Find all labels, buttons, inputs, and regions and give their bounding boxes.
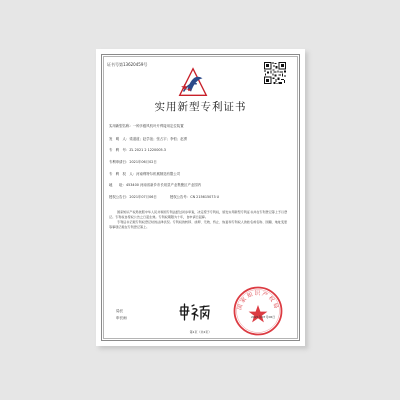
page-footer: 第1页（共2页） bbox=[189, 330, 212, 334]
field-label: 实用新型名称： bbox=[109, 124, 133, 128]
body-paragraph: 专利证书记载专利权登记时的法律状况。专利权的转移、质押、无效、终止、恢复和专利权人的姓名或名称、国籍、地址变更等事项记载在专利登记簿上。 bbox=[109, 220, 288, 229]
qr-code-icon bbox=[264, 62, 286, 84]
certificate-number: 证书号第13620459号 bbox=[107, 62, 148, 67]
handwritten-signature bbox=[178, 301, 212, 323]
field-label: 授权公告号： bbox=[169, 195, 191, 199]
field-utility-model-name bbox=[109, 124, 184, 129]
certificate-title: 实用新型专利证书 bbox=[154, 101, 247, 113]
director-title: 局长 bbox=[116, 309, 124, 313]
field-label: 专 利 号： bbox=[109, 148, 130, 152]
certificate-body bbox=[109, 210, 289, 230]
field-label: 授权公告日： bbox=[109, 195, 130, 199]
seal-text: 国家知识产权局 bbox=[236, 291, 280, 311]
field-label: 地 址： bbox=[109, 183, 126, 187]
field-value: CN 215615073 U bbox=[190, 195, 220, 199]
cnipa-emblem-icon bbox=[174, 63, 212, 101]
field-value: 梁道道；赵学谊；张占宇；李恒；赵勇 bbox=[129, 137, 187, 141]
field-patentee bbox=[109, 172, 180, 177]
certificate-page bbox=[96, 49, 305, 346]
field-address bbox=[109, 183, 201, 188]
body-paragraph: 国家知识产权局依照中华人民共和国专利法经过初步审查，决定授予专利权，颁发实用新型专利证书并在专利登记簿上予以登记。专利权自授权公告之日起生效。专利权期限为十年，自申请日起算。 bbox=[109, 210, 288, 219]
field-label: 专 利 权 人： bbox=[109, 172, 137, 176]
director-name: 申长雨 bbox=[116, 316, 127, 320]
field-inventors bbox=[109, 137, 187, 142]
field-label: 发 明 人： bbox=[109, 137, 130, 141]
field-patent-number bbox=[109, 148, 166, 153]
field-value: 一种多级风机叶片焊接用定位装置 bbox=[132, 124, 184, 128]
field-label: 专利申请日： bbox=[109, 160, 130, 164]
field-value: 河南利特尔机械制造有限公司 bbox=[136, 172, 181, 176]
field-value: 2021年07月06日 bbox=[129, 195, 157, 199]
field-value: 2021年06月02日 bbox=[129, 160, 157, 164]
issue-date: 2021年07月06日 bbox=[251, 315, 276, 319]
field-application-date bbox=[109, 160, 157, 165]
field-value: 453400 河南省新乡市长垣县产业集聚区产业园内 bbox=[125, 183, 202, 187]
field-value: ZL 2021 2 1220005.3 bbox=[129, 148, 166, 152]
field-grant-announcement bbox=[109, 195, 219, 200]
